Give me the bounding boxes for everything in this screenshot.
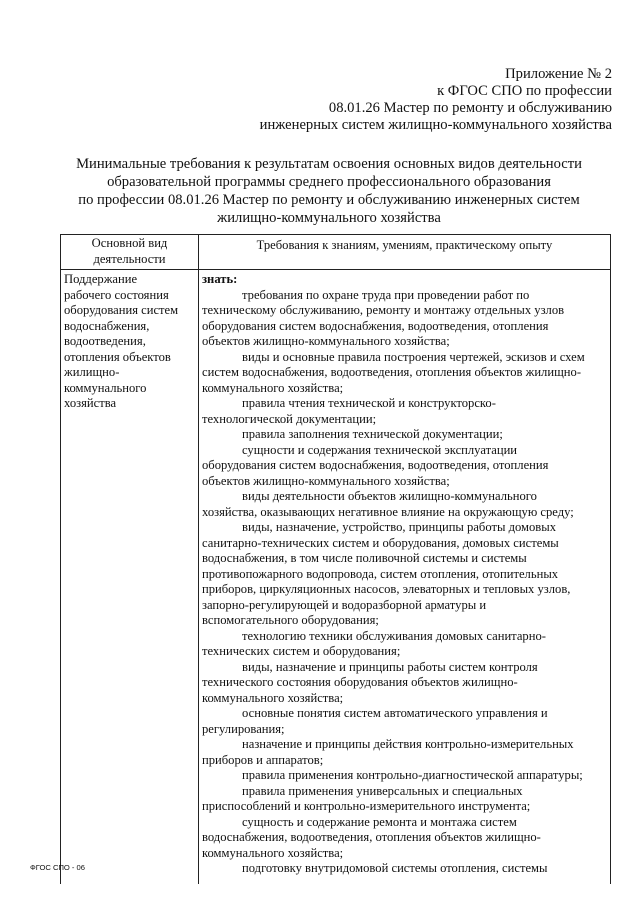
activity-line: жилищно-	[64, 365, 120, 379]
title-line: жилищно-коммунального хозяйства	[217, 210, 441, 226]
appendix-header	[260, 66, 612, 134]
title-line: по профессии 08.01.26 Мастер по ремонту и обслуживанию инженерных систем	[78, 192, 580, 208]
requirement-line: коммунального хозяйства;	[202, 690, 344, 705]
requirement-line: виды деятельности объектов жилищно-коммунального	[242, 489, 537, 503]
requirement-line: объектов жилищно-коммунального хозяйства;	[202, 473, 450, 488]
requirement-line: сущность и содержание ремонта и монтажа систем	[242, 814, 517, 829]
requirement-line: правила чтения технической и конструкторско-	[242, 396, 496, 410]
footer-label: ФГОС СПО - 06	[30, 863, 86, 872]
requirement-line: систем водоснабжения, водоотведения, отопления объектов жилищно-	[202, 365, 582, 379]
requirements-column-header: Требования к знаниям, умениям, практическому опыту	[199, 235, 611, 270]
activity-line: хозяйства	[64, 396, 117, 410]
activity-line: Поддержание	[64, 272, 138, 286]
requirement-line: вспомогательного оборудования;	[202, 613, 379, 627]
requirement-line: приспособлений и контрольно-измерительного инструмента;	[202, 799, 531, 813]
requirement-line: объектов жилищно-коммунального хозяйства;	[202, 334, 450, 348]
activity-line: водоотведения,	[64, 334, 146, 348]
requirements-table	[60, 234, 611, 884]
activity-line: водоснабжения,	[64, 318, 150, 333]
title-line: Минимальные требования к результатам освоения основных видов деятельности	[76, 156, 582, 172]
requirement-line: техническому обслуживанию, ремонту и монтажу отдельных узлов	[202, 303, 565, 317]
requirement-line: коммунального хозяйства;	[202, 380, 344, 395]
requirement-line: технологической документации;	[202, 411, 377, 426]
requirements-cell	[199, 270, 611, 885]
activity-line: рабочего состояния	[64, 287, 169, 302]
activity-line: коммунального	[64, 380, 147, 395]
requirement-line: оборудования систем водоснабжения, водоотведения, отопления	[202, 318, 549, 333]
table-header-row	[61, 235, 611, 270]
know-label: знать:	[202, 272, 238, 286]
requirement-line: правила применения универсальных и специальных	[242, 783, 523, 798]
requirement-line: противопожарного водопровода, систем отопления, отопительных	[202, 566, 559, 581]
appendix-line: 08.01.26 Мастер по ремонту и обслуживанию	[328, 100, 612, 116]
requirement-line: запорно-регулирующей и водоразборной арматуры и	[202, 597, 487, 612]
requirement-line: регулирования;	[202, 721, 285, 736]
requirement-line: хозяйства, оказывающих негативное влияние на окружающую среду;	[202, 504, 574, 519]
requirements-text	[202, 288, 607, 877]
header-line: деятельности	[93, 251, 166, 266]
requirement-line: основные понятия систем автоматического управления и	[242, 706, 548, 720]
requirement-line: технических систем и оборудования;	[202, 644, 401, 658]
requirement-line: виды и основные правила построения чертежей, эскизов и схем	[242, 349, 585, 364]
requirement-line: правила заполнения технической документации;	[242, 427, 503, 441]
activity-line: отопления объектов	[64, 349, 171, 364]
requirement-line: приборов и аппаратов;	[202, 752, 324, 767]
requirement-line: коммунального хозяйства;	[202, 845, 344, 860]
requirement-line: требования по охране труда при проведении работ по	[242, 287, 530, 302]
requirement-line: технологию техники обслуживания домовых санитарно-	[242, 628, 546, 643]
requirement-line: оборудования систем водоснабжения, водоотведения, отопления	[202, 458, 549, 472]
requirement-line: санитарно-технических систем и оборудования, домовых системы	[202, 535, 559, 550]
activity-cell	[61, 270, 199, 885]
table-row	[61, 270, 611, 885]
document-title	[44, 155, 614, 227]
requirement-line: виды, назначение и принципы работы систем контроля	[242, 659, 538, 674]
requirement-line: водоснабжения, в том числе поливочной системы и системы	[202, 551, 527, 565]
requirement-line: назначение и принципы действия контрольно-измерительных	[242, 737, 574, 751]
requirement-line: приборов, циркуляционных насосов, элеваторных и тепловых узлов,	[202, 582, 571, 596]
title-line: образовательной программы среднего профессионального образования	[107, 174, 551, 190]
requirement-line: правила применения контрольно-диагностической аппаратуры;	[242, 768, 583, 782]
requirement-line: сущности и содержания технической эксплуатации	[242, 442, 518, 457]
requirement-line: подготовку внутридомовой системы отопления, системы	[242, 861, 548, 875]
requirement-line: технического состояния оборудования объектов жилищно-	[202, 675, 518, 689]
header-line: Основной вид	[91, 236, 168, 250]
appendix-line: к ФГОС СПО по профессии	[437, 83, 612, 99]
requirement-line: водоснабжения, водоотведения, отопления объектов жилищно-	[202, 830, 541, 844]
appendix-line: Приложение № 2	[505, 66, 612, 82]
activity-line: оборудования систем	[64, 303, 179, 317]
appendix-line: инженерных систем жилищно-коммунального хозяйства	[259, 117, 612, 133]
activity-column-header	[61, 235, 199, 270]
requirement-line: виды, назначение, устройство, принципы работы домовых	[242, 520, 557, 534]
